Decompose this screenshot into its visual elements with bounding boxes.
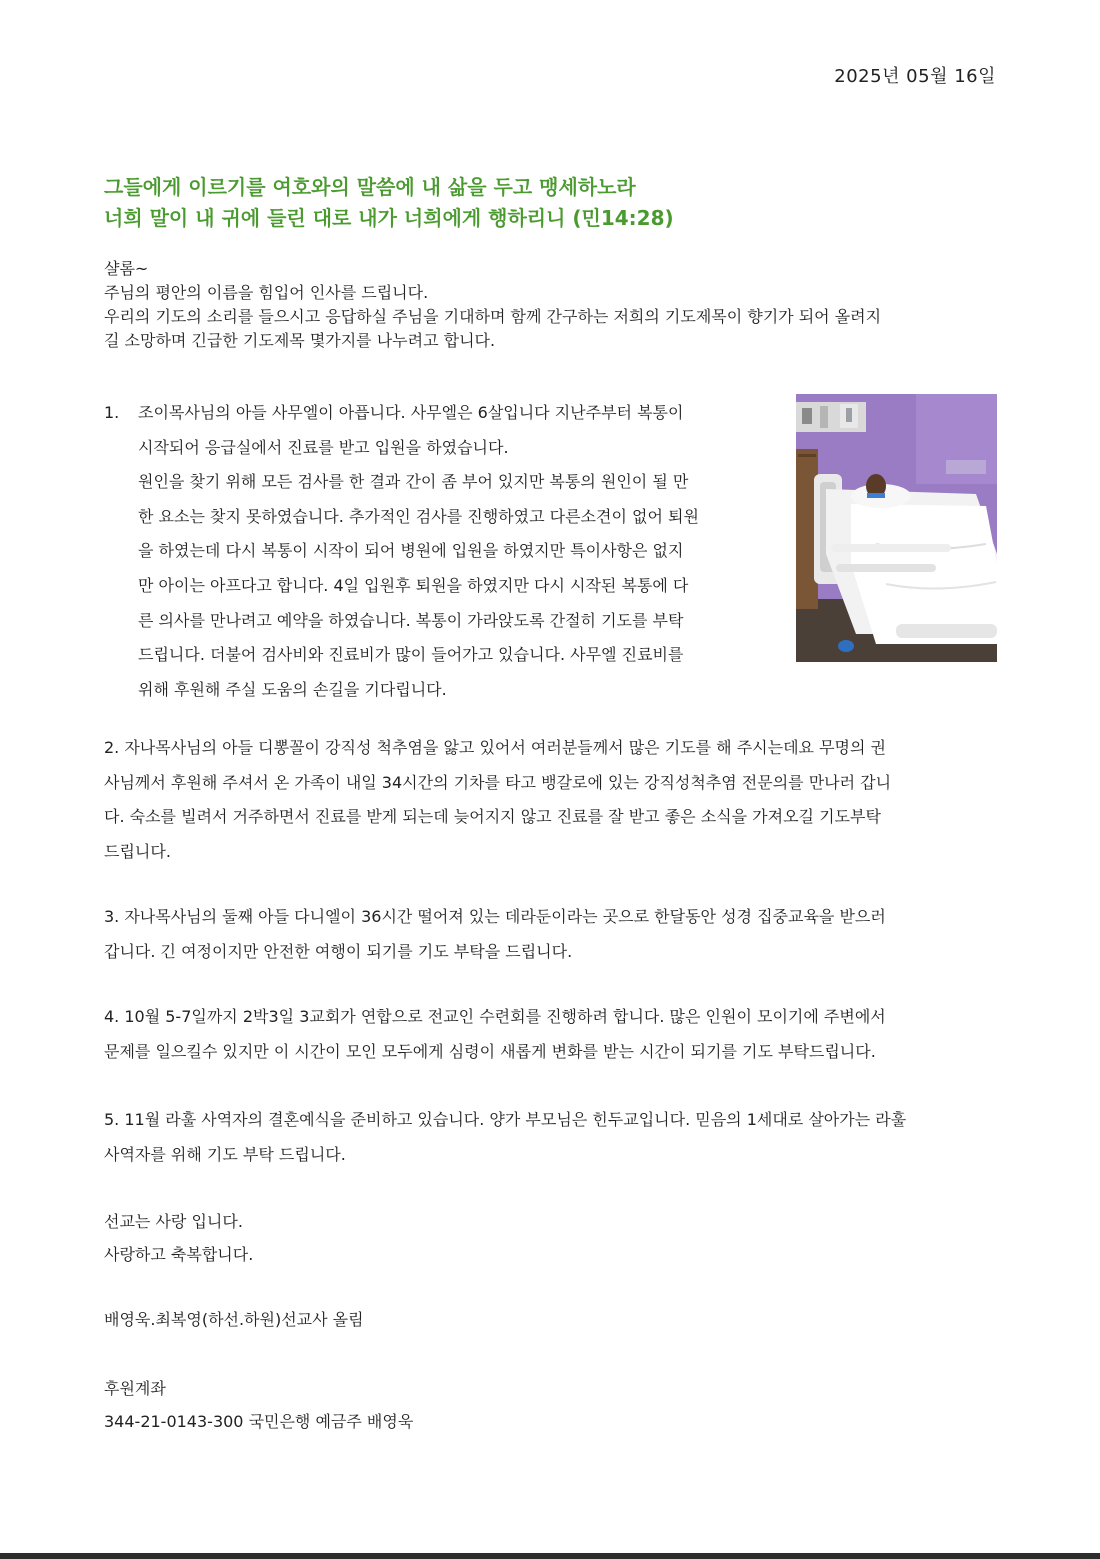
paragraph-line: 원인을 찾기 위해 모든 검사를 한 결과 간이 좀 부어 있지만 복통의 원인이 될 만 xyxy=(138,472,689,492)
greeting-line: 길 소망하며 긴급한 기도제목 몇가지를 나누려고 합니다. xyxy=(104,331,496,350)
prayer-item-4 xyxy=(104,1000,1000,1069)
verse-line: 너희 말이 내 귀에 들린 대로 내가 너희에게 행하리니 (민14:28) xyxy=(104,206,674,230)
closing xyxy=(104,1205,253,1271)
account-number: 344-21-0143-300 국민은행 예금주 배영욱 xyxy=(104,1412,414,1431)
bottom-bar xyxy=(0,1553,1100,1559)
paragraph-line: 른 의사를 만나려고 예약을 하였습니다. 복통이 가라앉도록 간절히 기도를 부탁 xyxy=(138,610,684,630)
donation-account xyxy=(104,1372,413,1438)
prayer-item-2 xyxy=(104,731,1000,869)
paragraph-line: 만 아이는 아프다고 합니다. 4일 입원후 퇴원을 하였지만 다시 시작된 복통에 다 xyxy=(138,575,689,595)
paragraph-line: 3. 자나목사님의 둘째 아들 다니엘이 36시간 떨어져 있는 데라둔이라는 곳으로 한달동안 성경 집중교육을 받으러 xyxy=(104,907,886,926)
paragraph-line: 사역자를 위해 기도 부탁 드립니다. xyxy=(104,1144,346,1164)
paragraph-line: 시작되어 응급실에서 진료를 받고 입원을 하였습니다. xyxy=(138,437,509,457)
paragraph-line: 드립니다. xyxy=(104,841,171,861)
greeting-line: 샬롬~ xyxy=(104,259,149,278)
paragraph-line: 문제를 일으킬수 있지만 이 시간이 모인 모두에게 심령이 새롭게 변화를 받는 시간이 되기를 기도 부탁드립니다. xyxy=(104,1041,876,1061)
prayer-item-5 xyxy=(104,1103,1000,1172)
paragraph-line: 조이목사님의 아들 사무엘이 아픕니다. 사무엘은 6살입니다 지난주부터 복통이 xyxy=(138,403,684,422)
closing-line: 사랑하고 축복합니다. xyxy=(104,1245,254,1264)
greeting-line: 주님의 평안의 이름을 힘입어 인사를 드립니다. xyxy=(104,283,429,302)
verse-line: 그들에게 이르기를 여호와의 말씀에 내 삶을 두고 맹세하노라 xyxy=(104,175,636,199)
paragraph-line: 다. 숙소를 빌려서 거주하면서 진료를 받게 되는데 늦어지지 않고 진료를 잘 받고 좋은 소식을 가져오길 기도부탁 xyxy=(104,807,881,826)
bible-verse xyxy=(104,172,1004,234)
paragraph-line: 위해 후원해 주실 도움의 손길을 기다립니다. xyxy=(138,679,447,699)
paragraph-line: 을 하였는데 다시 복통이 시작이 되어 병원에 입원을 하였지만 특이사항은 없지 xyxy=(138,541,684,561)
letter-date: 2025년 05월 16일 xyxy=(834,66,996,87)
paragraph-line: 4. 10월 5-7일까지 2박3일 3교회가 연합으로 전교인 수련회를 진행하려 합니다. 많은 인원이 모이기에 주변에서 xyxy=(104,1007,886,1026)
greeting-line: 우리의 기도의 소리를 들으시고 응답하실 주님을 기대하며 함께 간구하는 저희의 기도제목이 향기가 되어 올려지 xyxy=(104,307,882,326)
signature: 배영욱.최복영(하선.하원)선교사 올림 xyxy=(104,1310,364,1329)
greeting xyxy=(104,257,996,353)
paragraph-line: 갑니다. 긴 여정이지만 안전한 여행이 되기를 기도 부탁을 드립니다. xyxy=(104,941,573,961)
paragraph-line: 드립니다. 더불어 검사비와 진료비가 많이 들어가고 있습니다. 사무엘 진료비를 xyxy=(138,645,684,665)
prayer-item-1 xyxy=(104,396,774,707)
closing-line: 선교는 사랑 입니다. xyxy=(104,1212,243,1231)
prayer-item-3 xyxy=(104,900,1000,969)
paragraph-line: 한 요소는 찾지 못하였습니다. 추가적인 검사를 진행하였고 다른소견이 없어 퇴원 xyxy=(138,506,699,526)
account-label: 후원계좌 xyxy=(104,1379,166,1398)
paragraph-line: 2. 자나목사님의 아들 디뽕꼴이 강직성 척추염을 앓고 있어서 여러분들께서 많은 기도를 해 주시는데요 무명의 권 xyxy=(104,738,886,757)
paragraph-line: 5. 11월 라훌 사역자의 결혼예식을 준비하고 있습니다. 양가 부모님은 힌두교입니다. 믿음의 1세대로 살아가는 라훌 xyxy=(104,1110,907,1129)
paragraph-line: 사님께서 후원해 주셔서 온 가족이 내일 34시간의 기차를 타고 뱅갈로에 있는 강직성척추염 전문의를 만나러 갑니 xyxy=(104,772,892,792)
hospital-photo xyxy=(796,394,997,662)
prayer-item-body xyxy=(138,396,774,707)
prayer-item-number: 1. xyxy=(104,403,120,422)
